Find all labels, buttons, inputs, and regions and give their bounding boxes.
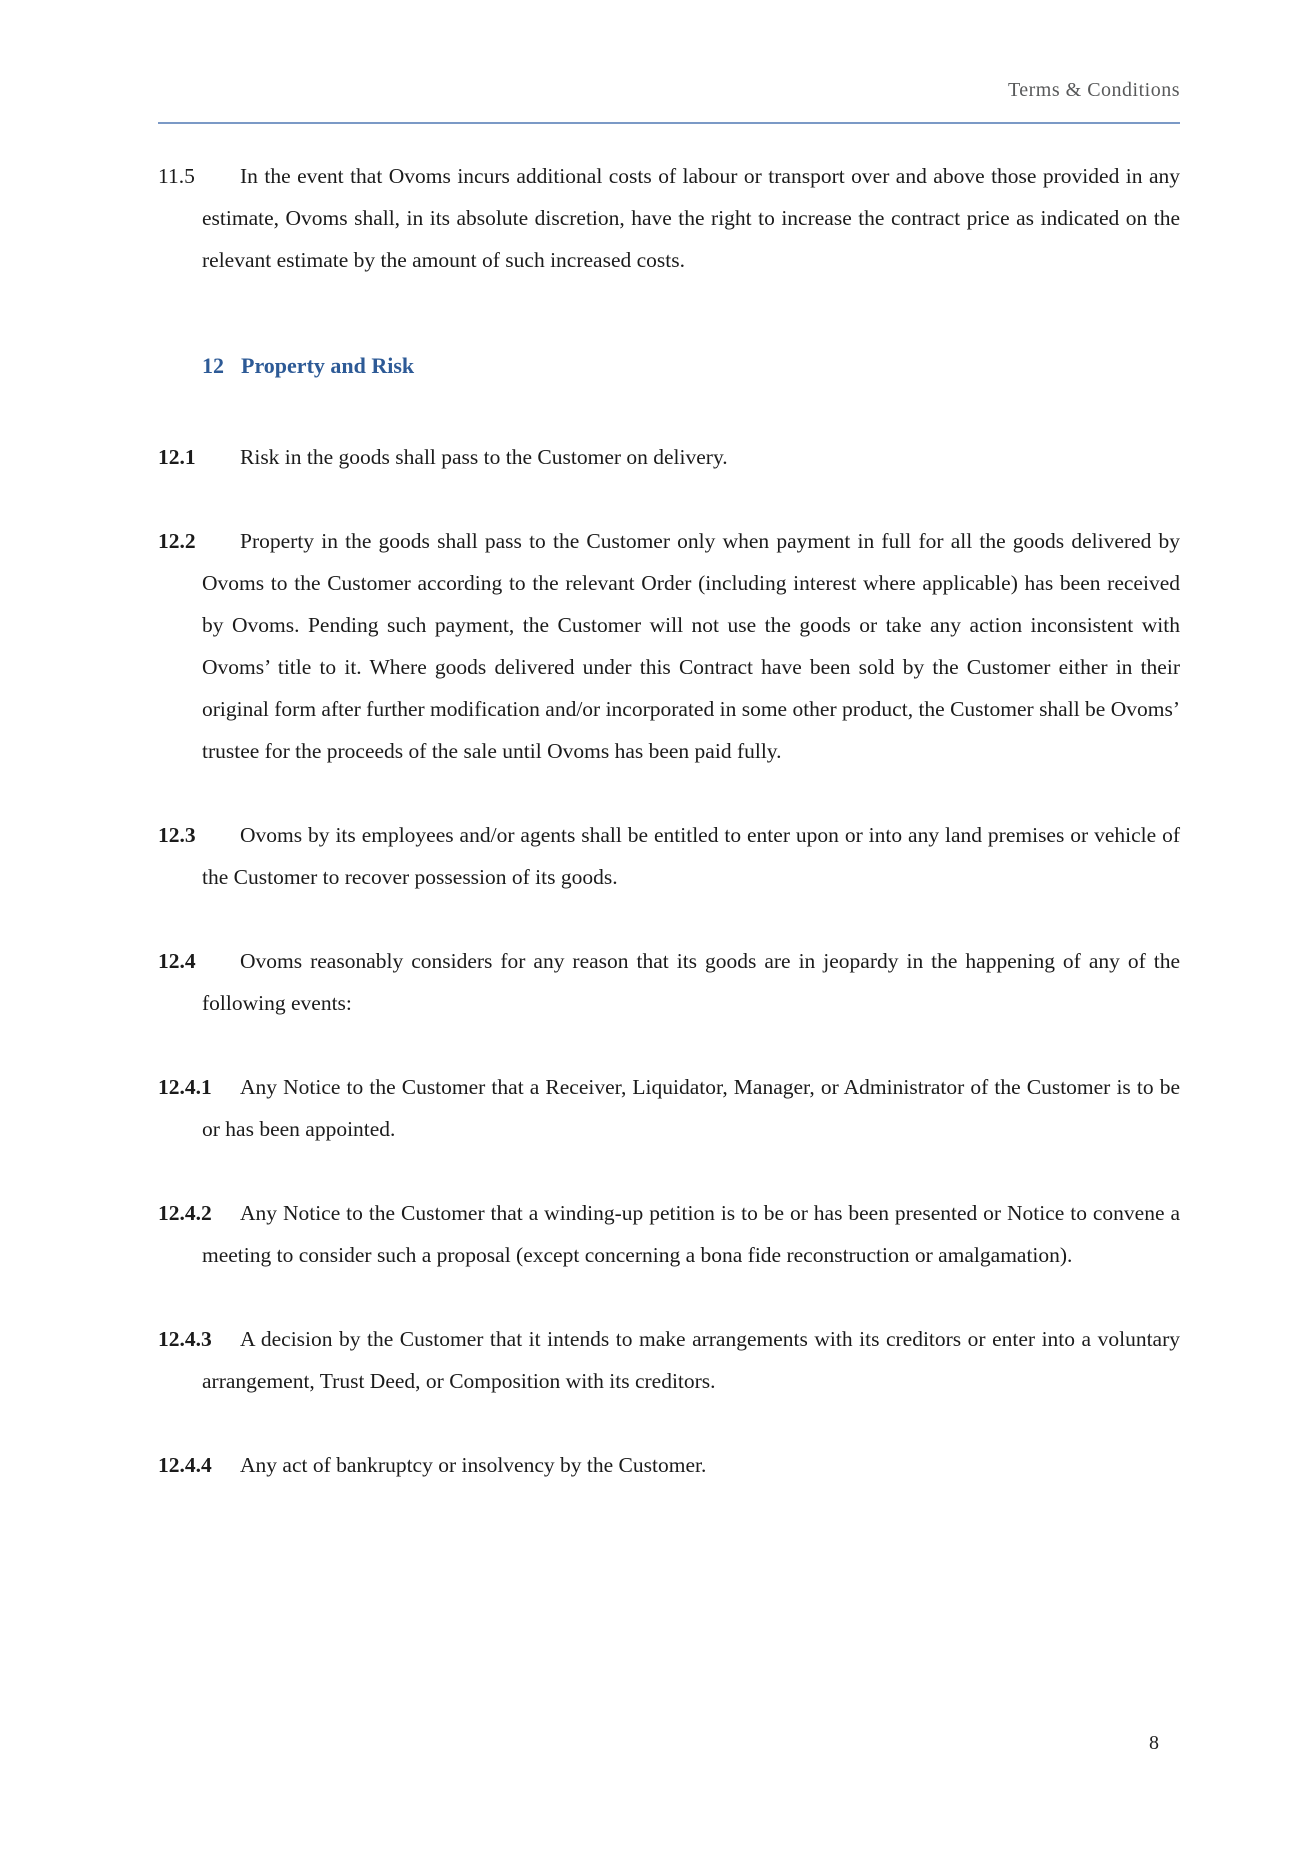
document-body xyxy=(158,155,1180,1486)
clause-number: 12.2 xyxy=(158,529,196,553)
section-heading-number: 12 xyxy=(202,353,224,378)
clause-number: 12.1 xyxy=(158,445,196,469)
clause-text: Ovoms by its employees and/or agents shall be entitled to enter upon or into any land premises or vehicle of the Customer to recover possession of its goods. xyxy=(202,823,1180,889)
clause-number: 11.5 xyxy=(158,164,195,188)
clause-text: Property in the goods shall pass to the Customer only when payment in full for all the goods delivered by Ovoms to the Customer according to the relevant Order (including interest where applicable) has been received by Ovoms. Pending such payment, the Customer will not use the goods or take any action inconsistent with Ovoms’ title to it. Where goods delivered under this Contract have been sold by the Customer either in their original form after further modification and/or incorporated in some other product, the Customer shall be Ovoms’ trustee for the proceeds of the sale until Ovoms has been paid fully. xyxy=(202,529,1180,763)
clause-number: 12.4.1 xyxy=(158,1075,212,1099)
clause-text: A decision by the Customer that it intends to make arrangements with its creditors or enter into a voluntary arrangement, Trust Deed, or Composition with its creditors. xyxy=(202,1327,1180,1393)
clause-text: Ovoms reasonably considers for any reason that its goods are in jeopardy in the happening of any of the following events: xyxy=(202,949,1180,1015)
clause-number: 12.4.2 xyxy=(158,1201,212,1225)
clause-text: In the event that Ovoms incurs additional costs of labour or transport over and above those provided in any estimate, Ovoms shall, in its absolute discretion, have the right to increase the contract price as indicated on the relevant estimate by the amount of such increased costs. xyxy=(202,164,1180,272)
clause-12.1 xyxy=(158,436,1180,478)
clause-text: Risk in the goods shall pass to the Customer on delivery. xyxy=(240,445,728,469)
clause-12.4 xyxy=(158,940,1180,1024)
clause-12.2 xyxy=(158,520,1180,772)
clause-number: 12.4 xyxy=(158,949,196,973)
header-title: Terms & Conditions xyxy=(1007,79,1180,101)
clause-number: 12.3 xyxy=(158,823,196,847)
clause-12.4.4 xyxy=(158,1444,1180,1486)
clause-12.3 xyxy=(158,814,1180,898)
page-number: 8 xyxy=(1149,1732,1159,1754)
clause-number: 12.4.4 xyxy=(158,1453,212,1477)
clause-number: 12.4.3 xyxy=(158,1327,212,1351)
section-heading-title: Property and Risk xyxy=(241,353,415,378)
clause-12.4.2 xyxy=(158,1192,1180,1276)
clause-12.4.1 xyxy=(158,1066,1180,1150)
clause-text: Any Notice to the Customer that a winding-up petition is to be or has been presented or Notice to convene a meeting to consider such a proposal (except concerning a bona fide reconstruction or amalgamation). xyxy=(202,1201,1180,1267)
clause-12.4.3 xyxy=(158,1318,1180,1402)
clause-text: Any act of bankruptcy or insolvency by the Customer. xyxy=(240,1453,707,1477)
section-heading xyxy=(202,345,1180,387)
clause-11.5 xyxy=(158,155,1180,281)
page-header xyxy=(158,0,1180,124)
clause-text: Any Notice to the Customer that a Receiver, Liquidator, Manager, or Administrator of the Customer is to be or has been appointed. xyxy=(202,1075,1180,1141)
